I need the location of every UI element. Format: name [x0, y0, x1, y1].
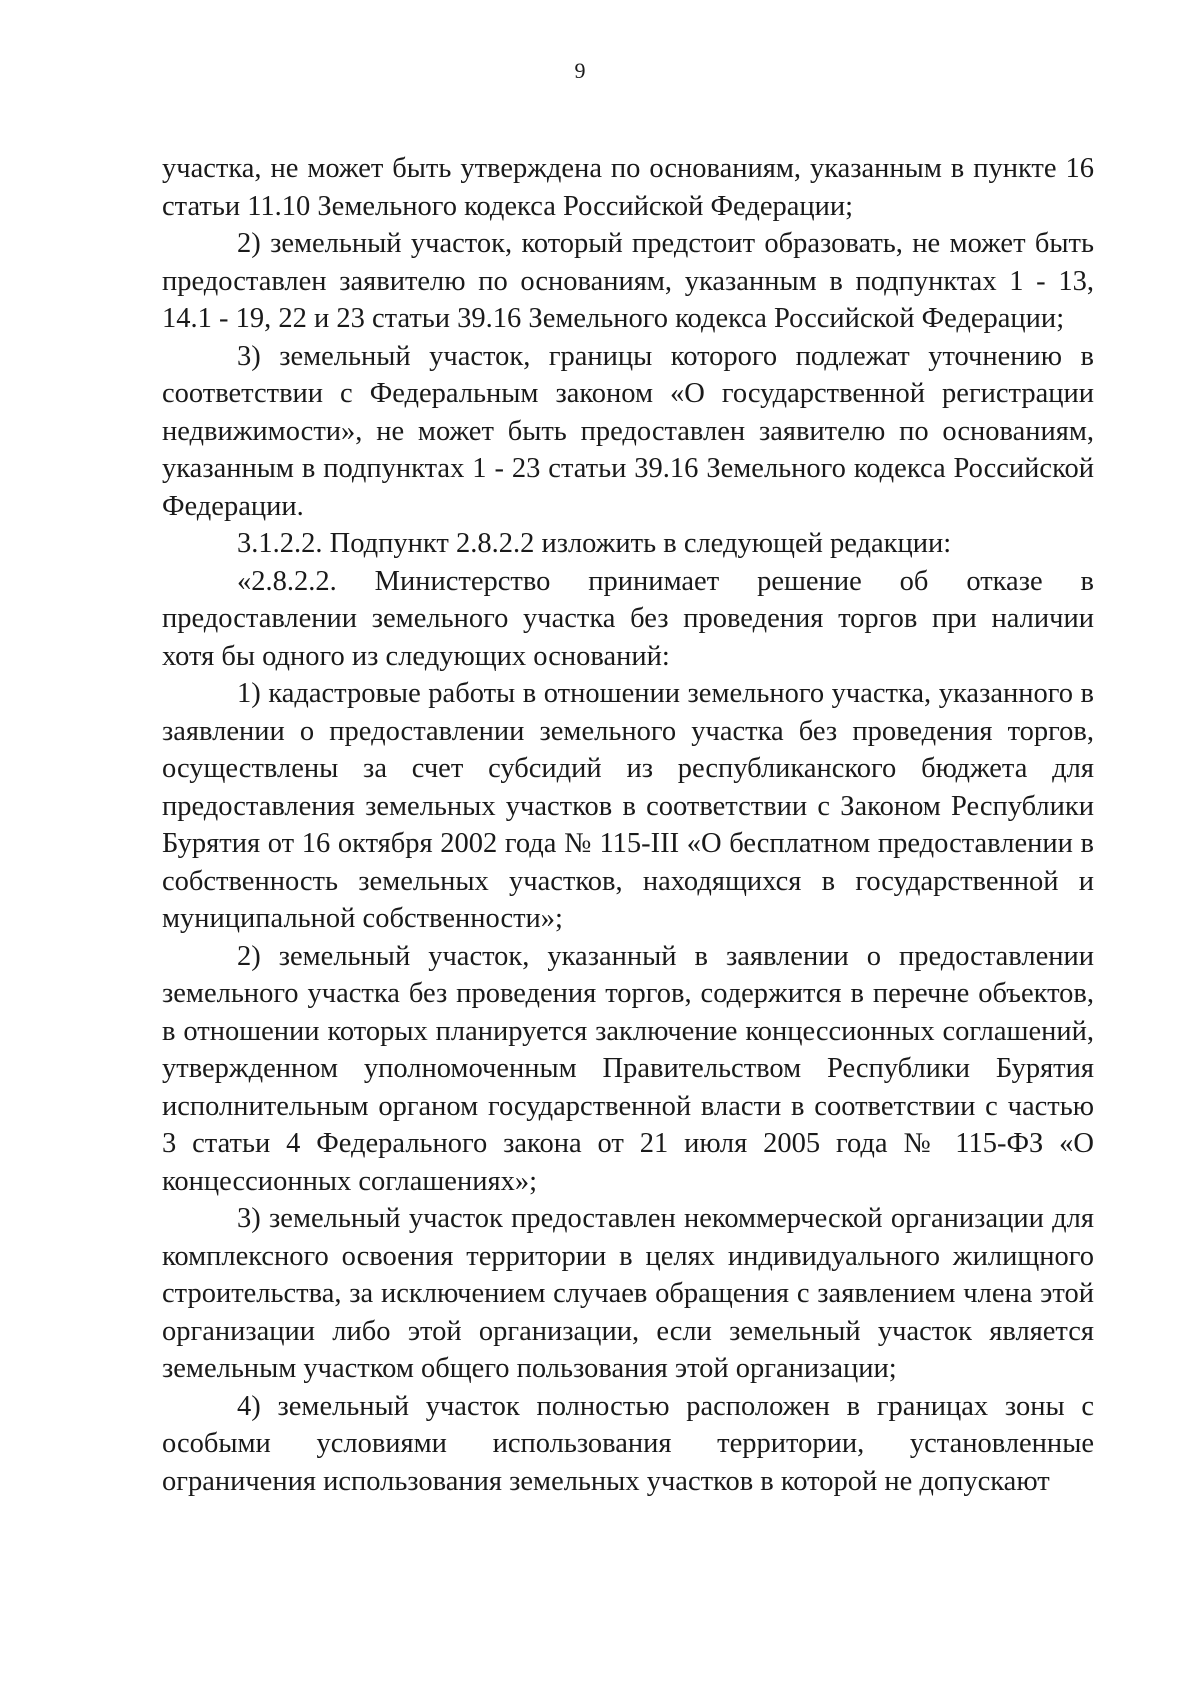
document-body: [162, 150, 1094, 1500]
paragraph-8: 3) земельный участок предоставлен некоммерческой организации для комплексного освоения территории в целях индивидуального жилищного строительства, за исключением случаев обращения с заявлением члена этой организации либо этой организации, если земельный участок является земельным участком общего пользования этой организации;: [162, 1203, 1094, 1384]
paragraph-7: 2) земельный участок, указанный в заявлении о предоставлении земельного участка без проведения торгов, содержится в перечне объектов, в отношении которых планируется заключение концессионных соглашений, утвержденном уполномоченным Правительством Республики Бурятия исполнительным органом государственной власти в соответствии с частью 3 статьи 4 Федерального закона от 21 июля 2005 года № 115-ФЗ «О концессионных соглашениях»;: [162, 940, 1094, 1197]
paragraph-1: участка, не может быть утверждена по основаниям, указанным в пункте 16 статьи 11.10 Земельного кодекса Российской Федерации;: [162, 153, 1094, 222]
paragraph-4: 3.1.2.2. Подпункт 2.8.2.2 изложить в следующей редакции:: [237, 528, 952, 559]
paragraph-2: 2) земельный участок, который предстоит образовать, не может быть предоставлен заявителю по основаниям, указанным в подпунктах 1 - 13, 14.1 - 19, 22 и 23 статьи 39.16 Земельного кодекса Российской Федерации;: [162, 228, 1094, 334]
paragraph-3: 3) земельный участок, границы которого подлежат уточнению в соответствии с Федеральным законом «О государственной регистрации недвижимости», не может быть предоставлен заявителю по основаниям, указанным в подпунктах 1 - 23 статьи 39.16 Земельного кодекса Российской Федерации.: [162, 340, 1094, 522]
paragraph-6: 1) кадастровые работы в отношении земельного участка, указанного в заявлении о предоставлении земельного участка без проведения торгов, осуществлены за счет субсидий из республиканского бюджета для предоставления земельных участков в соответствии с Законом Республики Бурятия от 16 октября 2002 года № 115-III «О бесплатном предоставлении в собственность земельных участков, находящихся в государственной и муниципальной собственности»;: [162, 678, 1094, 934]
page-number: 9: [574, 58, 586, 83]
paragraph-5: «2.8.2.2. Министерство принимает решение об отказе в предоставлении земельного участка без проведения торгов при наличии хотя бы одного из следующих оснований:: [162, 565, 1094, 672]
paragraph-9: 4) земельный участок полностью расположен в границах зоны с особыми условиями использования территории, установленные ограничения использования земельных участков в которой не допускают: [162, 1390, 1094, 1497]
